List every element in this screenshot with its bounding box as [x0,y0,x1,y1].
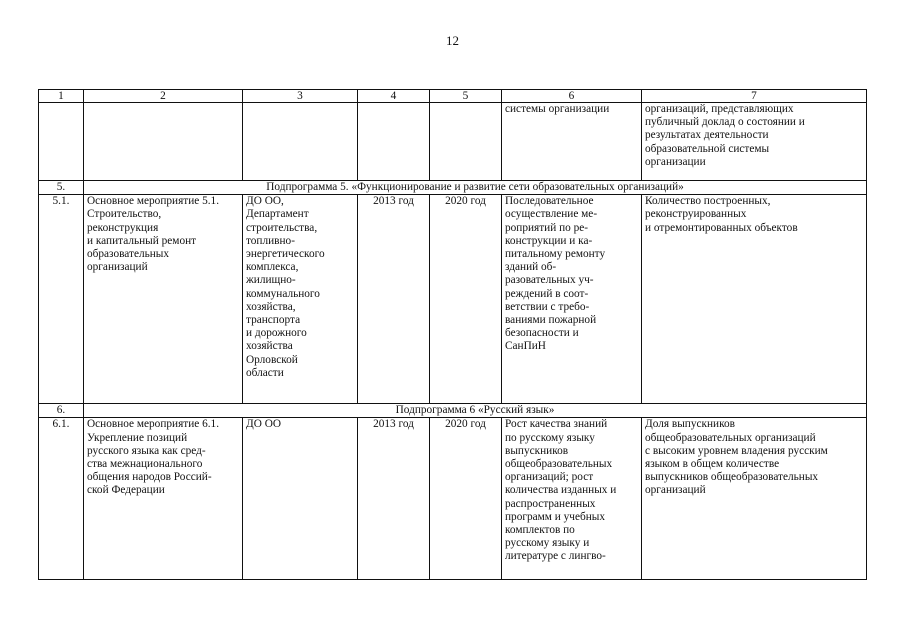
measures-table [38,89,867,580]
column-header: 6 [502,90,642,103]
end-year: 2020 год [430,418,502,580]
subprogram-6-row [39,404,867,418]
indicator: Доля выпускников общеобразовательных организаций с высоким уровнем владения русским языком в общем количестве выпускников общеобразовательных организаций [642,418,867,580]
measure-name: Основное мероприятие 5.1. Строительство, реконструкция и капитальный ремонт образовательных организаций [84,195,243,404]
row-number: 5.1. [39,195,84,404]
measure-name: Основное мероприятие 6.1. Укрепление позиций русского языка как сред- ства межнационального общения народов Россий- ской Федерации [84,418,243,580]
start-year: 2013 год [358,418,430,580]
page-number: 12 [446,33,459,48]
continuation-indicator: организаций, представляющих публичный доклад о состоянии и результатах деятельности образовательной системы организации [642,103,867,181]
row-number: 6.1. [39,418,84,580]
table-row [39,418,867,580]
subprogram-title: Подпрограмма 5. «Функционирование и развитие сети образовательных организаций» [84,181,867,195]
cell-empty [430,103,502,181]
column-header: 4 [358,90,430,103]
column-header: 2 [84,90,243,103]
column-header: 5 [430,90,502,103]
cell-empty [84,103,243,181]
table-row [39,195,867,404]
cell-empty [39,103,84,181]
column-number-row [39,90,867,103]
column-header: 7 [642,90,867,103]
expected-result: Последовательное осуществление ме- роприятий по ре- конструкции и ка- питальному ремонту зданий об- разовательных уч- реждений в соот- ветствии с требо- ваниями пожарной безопасности и СанПиН [502,195,642,404]
cell-empty [243,103,358,181]
expected-result: Рост качества знаний по русскому языку выпускников общеобразовательных организаций; рост количества изданных и распространенных программ и учебных комплектов по русскому языку и литературе с лингво- [502,418,642,580]
executor: ДО ОО [243,418,358,580]
executor: ДО ОО, Департамент строительства, топливно- энергетического комплекса, жилищно- коммунального хозяйства, транспорта и дорожного хозяйства Орловской области [243,195,358,404]
start-year: 2013 год [358,195,430,404]
subprogram-5-row [39,181,867,195]
column-header: 1 [39,90,84,103]
continuation-result: системы организации [502,103,642,181]
subprogram-number: 6. [39,404,84,418]
continuation-row [39,103,867,181]
indicator: Количество построенных, реконструированных и отремонтированных объектов [642,195,867,404]
subprogram-title: Подпрограмма 6 «Русский язык» [84,404,867,418]
column-header: 3 [243,90,358,103]
end-year: 2020 год [430,195,502,404]
cell-empty [358,103,430,181]
subprogram-number: 5. [39,181,84,195]
